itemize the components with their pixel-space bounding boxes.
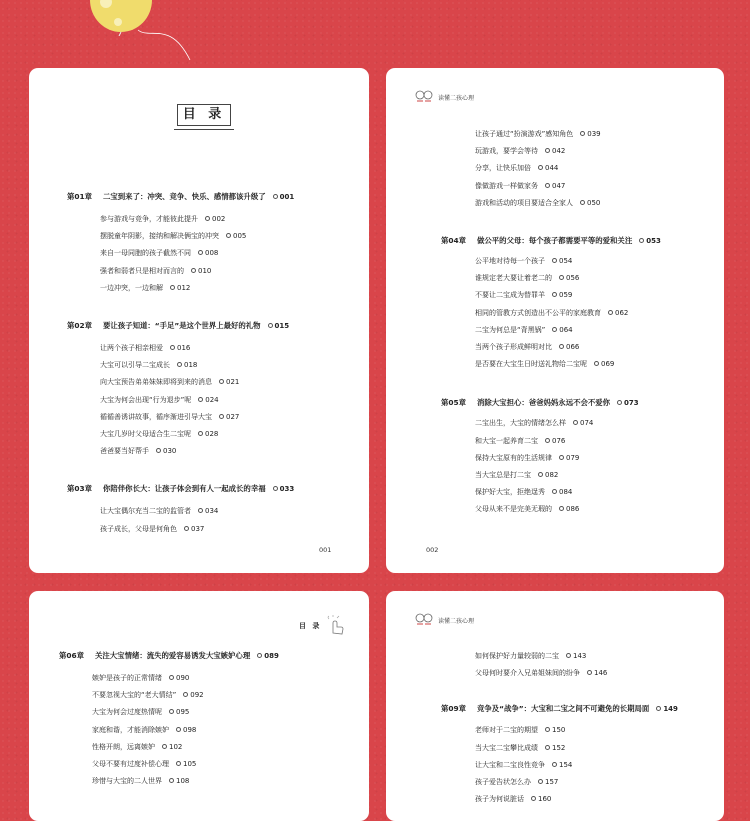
toc-entry (475, 504, 579, 514)
chapter-title: 做公平的父母：每个孩子都需要平等的爱和关注 (477, 236, 633, 245)
entry-page: 074 (580, 419, 594, 428)
entry-dot (538, 165, 543, 170)
entry-dot (617, 400, 622, 405)
entry-dot (559, 506, 564, 511)
entry-title: 来自一母同胞的孩子截然不同 (100, 249, 191, 258)
entry-page: 152 (552, 743, 566, 752)
entry-page: 105 (183, 760, 197, 768)
toc-entry (475, 436, 565, 446)
entry-title: 父母何时要介入兄弟姐妹间的纷争 (475, 669, 580, 678)
entry-dot (219, 379, 224, 384)
page-number: 002 (426, 546, 439, 554)
entry-page: 154 (559, 760, 573, 769)
entry-title: 大宝为何会过度热情呢 (92, 708, 162, 717)
entry-title: 像做游戏一样做家务 (475, 181, 538, 190)
toc-entry (475, 198, 600, 208)
entry-page: 016 (177, 344, 191, 352)
entry-page: 146 (594, 669, 608, 678)
toc-title: 目 录 (177, 104, 231, 126)
entry-dot (566, 653, 571, 658)
entry-title: 老师对于二宝的期望 (475, 726, 538, 735)
balloon-string (130, 0, 220, 70)
toc-entry (100, 266, 211, 276)
chapter-label: 第02章 (67, 321, 93, 330)
toc-entry (100, 360, 197, 370)
toc-entry (475, 342, 579, 352)
chapter-title: 消除大宝担心：爸爸妈妈永远不会不爱你 (477, 398, 611, 408)
entry-page: 010 (198, 266, 212, 275)
entry-dot (573, 420, 578, 425)
chapter-page: 033 (279, 485, 295, 494)
chapter-title: 竞争及“战争”：大宝和二宝之间不可避免的长期局面 (477, 704, 650, 714)
toc-entry (100, 377, 239, 387)
entry-page: 092 (190, 691, 204, 700)
chapter-label: 第05章 (441, 398, 467, 408)
toc-entry (475, 290, 572, 300)
entry-title: 让大宝和二宝良性竞争 (475, 760, 545, 769)
chapter-label: 第03章 (67, 484, 93, 494)
entry-title: 保护好大宝，拒绝逞秀 (475, 488, 545, 497)
chapter-heading (67, 321, 289, 331)
entry-dot (198, 397, 203, 402)
chapter-heading (441, 236, 661, 246)
entry-dot (552, 489, 557, 494)
toc-entry (100, 524, 204, 534)
entry-page: 143 (573, 652, 587, 660)
toc-entry (475, 725, 565, 735)
toc-entry (100, 506, 218, 516)
entry-title: 摆脱童年阴影，接纳和解决俩宝的冲突 (100, 232, 219, 241)
entry-page: 008 (205, 249, 219, 258)
entry-title: 让大宝偶尔充当二宝的监管者 (100, 507, 191, 516)
entry-page: 059 (559, 291, 573, 300)
chapter-page: 053 (646, 237, 661, 245)
entry-dot (226, 233, 231, 238)
toc-entry (475, 777, 558, 787)
entry-page: 082 (545, 471, 559, 479)
entry-page: 030 (163, 447, 177, 456)
entry-title: 参与游戏与竞争，才能彼此提升 (100, 215, 198, 223)
entry-dot (219, 414, 224, 419)
entry-title: 孩子爱告状怎么办 (475, 778, 531, 786)
chapter-label: 第04章 (441, 236, 467, 245)
entry-dot (198, 250, 203, 255)
entry-dot (183, 692, 188, 697)
toc-entry (475, 256, 572, 266)
entry-title: 孩子成长，父母是何角色 (100, 524, 177, 533)
entry-dot (184, 526, 189, 531)
entry-dot (559, 455, 564, 460)
entry-page: 069 (601, 360, 615, 369)
pointing-hand-icon (325, 615, 347, 637)
entry-title: 大宝几岁时父母适合生二宝呢 (100, 430, 191, 438)
entry-page: 064 (559, 325, 573, 334)
entry-page: 150 (552, 726, 566, 735)
entry-title: 保持大宝原有的生活规律 (475, 453, 552, 462)
entry-dot (639, 238, 644, 243)
entry-dot (656, 706, 661, 711)
entry-title: 当两个孩子形成鲜明对比 (475, 343, 552, 351)
toc-entry (100, 412, 239, 422)
entry-page: 002 (212, 215, 226, 223)
toc-entry (475, 743, 565, 753)
toc-entry (92, 673, 189, 683)
entry-dot (191, 268, 196, 273)
toc-page-4 (386, 591, 724, 821)
entry-dot (257, 653, 262, 658)
entry-page: 018 (184, 361, 198, 370)
kids-icon (414, 611, 434, 629)
entry-dot (169, 709, 174, 714)
entry-dot (580, 200, 585, 205)
toc-entry (92, 725, 196, 735)
entry-title: 家庭和谐，才能消除嫉妒 (92, 725, 169, 734)
entry-dot (580, 131, 585, 136)
chapter-heading (59, 651, 279, 661)
entry-page: 076 (552, 436, 566, 445)
entry-dot (559, 344, 564, 349)
running-header-text: 读懂二孩心理 (438, 94, 475, 102)
entry-page: 037 (191, 524, 205, 533)
toc-entry (475, 794, 551, 804)
toc-entry (100, 446, 176, 456)
running-header (414, 88, 474, 106)
chapter-title: 二宝到来了：冲突、竞争、快乐、感情都该升级了 (103, 192, 266, 201)
entry-page: 054 (559, 257, 573, 265)
chapter-label: 第06章 (59, 651, 85, 660)
toc-entry (92, 776, 189, 786)
toc-page-3 (29, 591, 369, 821)
entry-title: 相同的管教方式创造出不公平的家庭教育 (475, 308, 601, 317)
entry-title: 让两个孩子相亲相爱 (100, 344, 163, 352)
chapter-page: 149 (663, 705, 678, 714)
chapter-title: 关注大宝情绪：流失的爱容易诱发大宝嫉妒心理 (95, 651, 251, 660)
chapter-heading (441, 704, 678, 714)
entry-page: 034 (205, 507, 219, 516)
entry-title: 父母从来不是完美无瑕的 (475, 505, 552, 514)
entry-page: 084 (559, 488, 573, 497)
entry-page: 050 (587, 198, 601, 207)
entry-title: 不要让二宝成为替罪羊 (475, 291, 545, 300)
entry-dot (205, 216, 210, 221)
toc-entry (475, 273, 579, 283)
kids-icon (414, 88, 434, 106)
entry-page: 047 (552, 181, 566, 190)
toc-entry (475, 359, 614, 369)
entry-title: 孩子为何说脏话 (475, 795, 524, 804)
toc-entry (92, 742, 182, 752)
entry-title: 一边冲突，一边和解 (100, 283, 163, 292)
page-number: 001 (319, 546, 332, 554)
entry-page: 042 (552, 147, 566, 156)
entry-page: 102 (169, 742, 183, 751)
toc-entry (475, 146, 565, 156)
chapter-label: 第01章 (67, 192, 93, 201)
toc-entry (100, 283, 190, 293)
entry-page: 024 (205, 395, 219, 404)
entry-dot (538, 472, 543, 477)
entry-title: 游戏和活动的项目要适合全家人 (475, 198, 573, 207)
chapter-heading (441, 398, 639, 408)
entry-dot (273, 486, 278, 491)
entry-dot (594, 361, 599, 366)
toc-entry (475, 325, 573, 335)
entry-dot (169, 778, 174, 783)
entry-page: 160 (538, 795, 552, 804)
chapter-heading (67, 484, 294, 494)
chapter-title: 要让孩子知道：“手足”是这个世界上最好的礼物 (103, 321, 261, 330)
toc-entry (475, 487, 572, 497)
chapter-page: 089 (264, 652, 279, 660)
toc-entry (92, 759, 196, 769)
entry-page: 027 (226, 412, 240, 421)
entry-title: 爸爸要当好帮手 (100, 447, 149, 456)
entry-title: 公平地对待每一个孩子 (475, 257, 545, 265)
entry-dot (545, 727, 550, 732)
entry-title: 让孩子通过“扮演游戏”感知角色 (475, 130, 574, 138)
toc-entry (475, 129, 601, 139)
entry-dot (273, 194, 278, 199)
entry-dot (587, 670, 592, 675)
toc-entry (475, 453, 579, 463)
entry-dot (176, 761, 181, 766)
entry-dot (198, 431, 203, 436)
entry-dot (156, 448, 161, 453)
entry-page: 039 (587, 130, 601, 138)
toc-entry (475, 308, 628, 318)
chapter-page: 015 (274, 322, 290, 330)
entry-page: 108 (176, 777, 190, 786)
entry-title: 二宝为何总是“背黑锅” (475, 325, 546, 334)
toc-page-2 (386, 68, 724, 573)
entry-dot (608, 310, 613, 315)
entry-title: 当大宝总是打二宝 (475, 471, 531, 479)
entry-dot (552, 292, 557, 297)
entry-page: 062 (615, 308, 629, 317)
toc-entry (100, 214, 225, 224)
running-header-text: 目 录 (299, 622, 322, 630)
toc-entry (475, 163, 558, 173)
toc-entry (475, 668, 607, 678)
entry-title: 二宝出生，大宝的情绪怎么样 (475, 419, 566, 428)
chapter-page: 001 (279, 193, 295, 201)
entry-dot (545, 745, 550, 750)
entry-title: 是否要在大宝生日时送礼物给二宝呢 (475, 360, 587, 369)
entry-dot (545, 183, 550, 188)
entry-dot (198, 508, 203, 513)
entry-title: 父母不要有过度补偿心理 (92, 760, 169, 768)
entry-title: 如何保护好力量较弱的二宝 (475, 652, 559, 660)
chapter-title: 你陪伴你长大：让孩子体会到有人一起成长的幸福 (103, 484, 266, 494)
entry-dot (176, 727, 181, 732)
entry-dot (162, 744, 167, 749)
chapter-page: 073 (624, 399, 639, 408)
entry-title: 嫉妒是孩子的正常情绪 (92, 674, 162, 682)
entry-title: 性格开朗，远离嫉妒 (92, 742, 155, 751)
toc-entry (100, 429, 218, 439)
entry-dot (538, 779, 543, 784)
entry-title: 当大宝二宝攀比成绩 (475, 743, 538, 752)
toc-entry (475, 760, 572, 770)
entry-dot (170, 285, 175, 290)
running-header (299, 615, 347, 637)
entry-page: 021 (226, 378, 240, 387)
entry-dot (545, 438, 550, 443)
entry-page: 098 (183, 725, 197, 734)
entry-page: 056 (566, 274, 580, 283)
toc-entry (475, 418, 593, 428)
entry-page: 066 (566, 343, 580, 351)
entry-page: 005 (233, 232, 247, 241)
toc-entry (100, 395, 219, 405)
running-header (414, 611, 474, 629)
entry-title: 珍惜与大宝的二人世界 (92, 777, 162, 786)
entry-title: 大宝可以引导二宝成长 (100, 361, 170, 370)
entry-page: 079 (566, 453, 580, 462)
entry-page: 086 (566, 505, 580, 514)
entry-title: 谁规定老大要让着老二的 (475, 274, 552, 283)
chapter-label: 第09章 (441, 704, 467, 714)
entry-title: 和大宝一起养育二宝 (475, 436, 538, 445)
entry-title: 玩游戏，要学会等待 (475, 147, 538, 156)
entry-page: 044 (545, 164, 559, 173)
toc-entry (475, 181, 565, 191)
entry-title: 循循善诱讲故事，循序渐进引导大宝 (100, 412, 212, 421)
toc-page-1 (29, 68, 369, 573)
chapter-heading (67, 192, 294, 202)
entry-page: 028 (205, 430, 219, 438)
entry-page: 095 (176, 708, 190, 717)
entry-title: 向大宝预告弟弟妹妹即将到来的消息 (100, 378, 212, 387)
running-header-text: 读懂二孩心理 (438, 617, 475, 625)
entry-dot (545, 148, 550, 153)
entry-dot (268, 323, 273, 328)
entry-title: 不要忽视大宝的“老大情结” (92, 691, 177, 700)
entry-dot (559, 275, 564, 280)
entry-dot (531, 796, 536, 801)
toc-entry (475, 651, 586, 661)
entry-page: 090 (176, 674, 190, 682)
entry-dot (170, 345, 175, 350)
toc-entry (475, 470, 558, 480)
toc-entry (100, 248, 218, 258)
entry-dot (552, 762, 557, 767)
entry-dot (169, 675, 174, 680)
entry-title: 大宝为何会出现“行为退步”呢 (100, 395, 192, 404)
toc-entry (100, 231, 246, 241)
entry-dot (177, 362, 182, 367)
entry-title: 强者和弱者只是相对而言的 (100, 266, 184, 275)
toc-entry (100, 343, 190, 353)
toc-entry (92, 690, 204, 700)
entry-page: 012 (177, 283, 191, 292)
entry-dot (552, 258, 557, 263)
entry-dot (552, 327, 557, 332)
entry-title: 分享，让快乐加倍 (475, 164, 531, 173)
entry-page: 157 (545, 778, 559, 786)
toc-entry (92, 707, 189, 717)
